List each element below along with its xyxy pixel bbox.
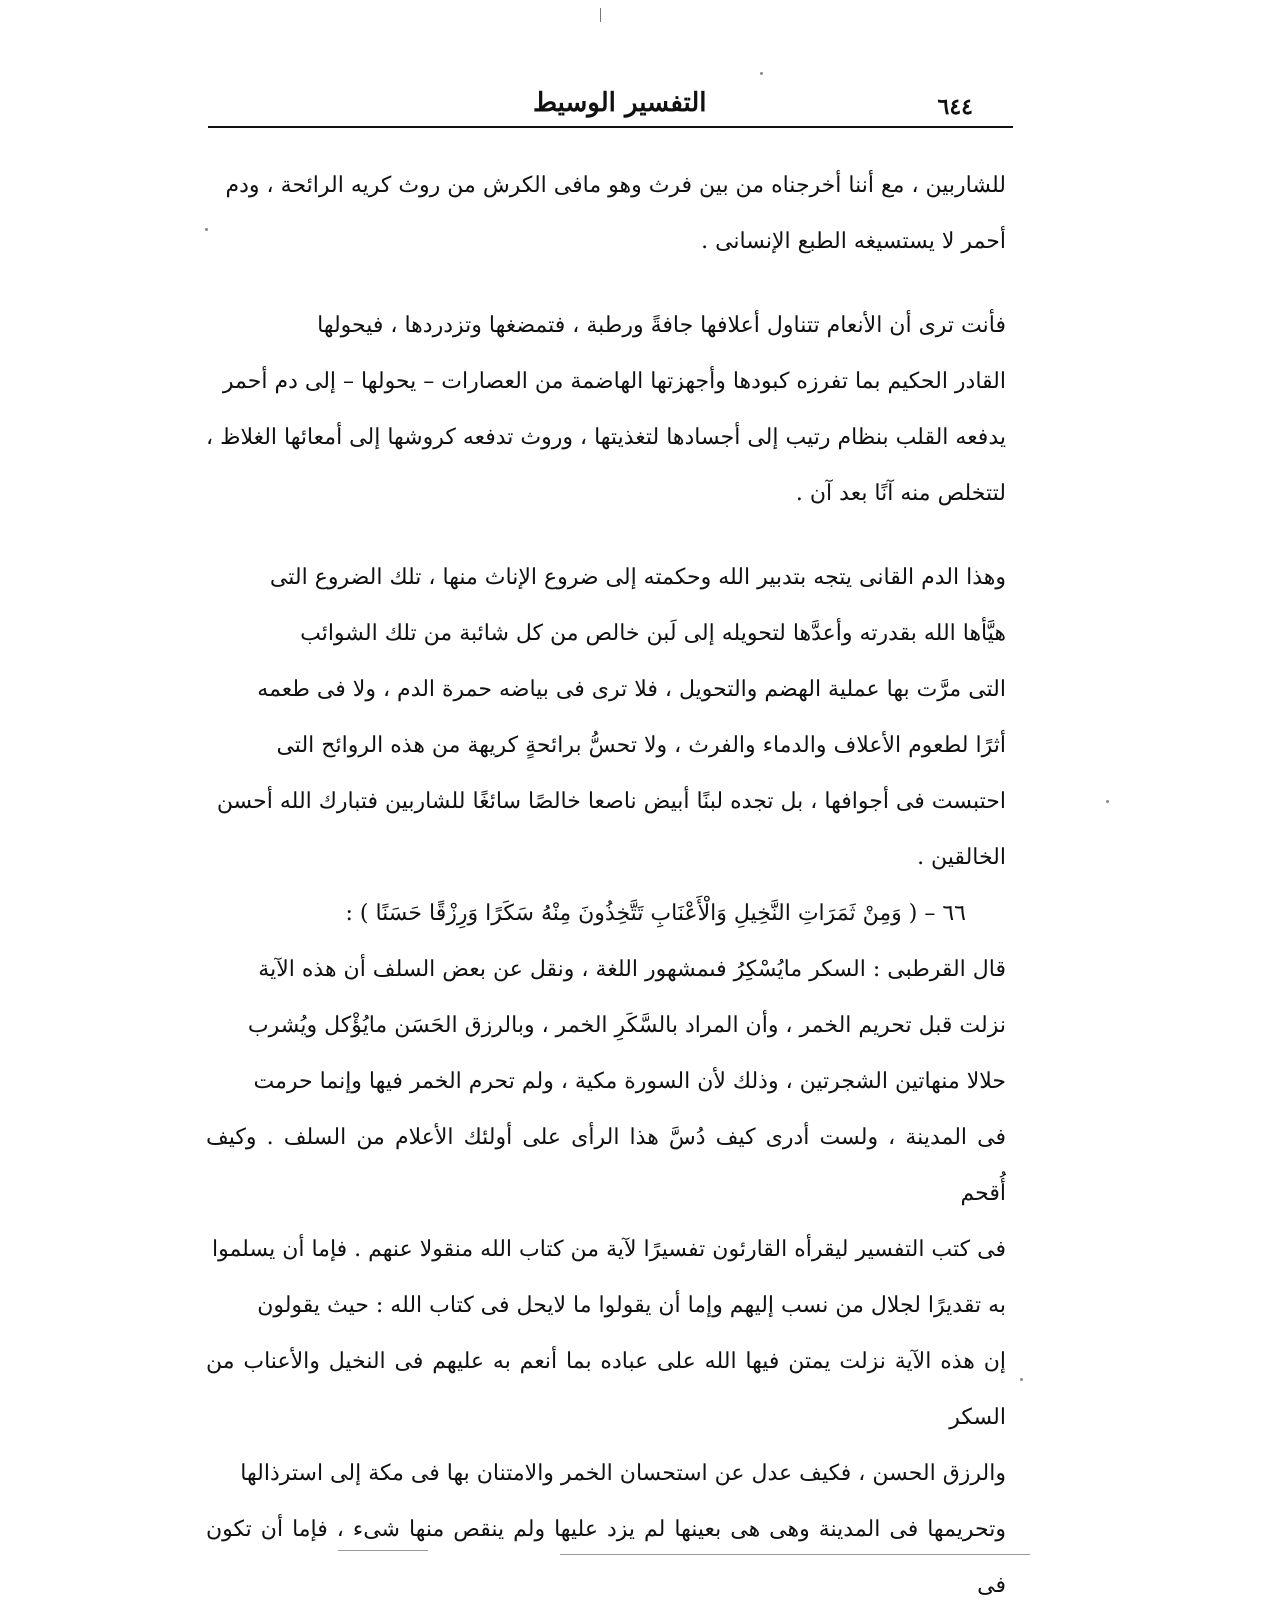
- paragraph-2: [206, 298, 1006, 522]
- header-rule: [208, 126, 1013, 128]
- text-line: نزلت قبل تحريم الخمر ، وأن المراد بالسَّكَرِ الخمر ، وبالرزق الحَسَن مايُؤْكل ويُشرب: [247, 1013, 1006, 1038]
- text-line: قال القرطبى : السكر مايُسْكِرُ فىمشهور اللغة ، ونقل عن بعض السلف أن هذه الآية: [258, 957, 1006, 982]
- paragraph-3: [206, 550, 1006, 886]
- footer-rule: [338, 1550, 428, 1551]
- text-line: يدفعه القلب بنظام رتيب إلى أجسادها لتغذيتها ، وروث تدفعه كروشها إلى أمعائها الغلاظ ،: [206, 425, 1006, 450]
- text-line: فأنت ترى أن الأنعام تتناول أعلافها جافةً ورطبة ، فتمضغها وتزدردها ، فيحولها: [317, 313, 1006, 338]
- text-line: فى المدينة ، ولست أدرى كيف دُسَّ هذا الرأى على أولئك الأعلام من السلف . وكيف أُقحم: [206, 1125, 1006, 1206]
- text-line: وهذا الدم القانى يتجه بتدبير الله وحكمته إلى ضروع الإناث منها ، تلك الضروع التى: [269, 565, 1006, 590]
- page-header: [208, 80, 1013, 128]
- text-line: القادر الحكيم بما تفرزه كبودها وأجهزتها الهاضمة من العصارات – يحولها – إلى دم أحمر: [222, 369, 1006, 394]
- commentary: [206, 942, 1006, 1614]
- text-line: وتحريمها فى المدينة وهى هى بعينها لم يزد عليها ولم ينقص منها شىء ، فإما أن تكون فى: [206, 1517, 1006, 1598]
- body-text: [206, 158, 1006, 1614]
- text-line: والرزق الحسن ، فكيف عدل عن استحسان الخمر والامتنان بها فى مكة إلى استرذالها: [240, 1461, 1006, 1486]
- running-title: التفسير الوسيط: [533, 88, 707, 118]
- text-line: للشاربين ، مع أننا أخرجناه من بين فرث وهو مافى الكرش من روث كريه الرائحة ، ودم: [225, 173, 1006, 198]
- paragraph-1: [206, 158, 1006, 270]
- text-line: لتتخلص منه آنًا بعد آن .: [795, 481, 1006, 506]
- text-line: فى كتب التفسير ليقرأه القارئون تفسيرًا لآية من كتاب الله منقولا عنهم . فإما أن يسلموا: [211, 1237, 1006, 1262]
- text-line: هيَّأها الله بقدرته وأعدَّها لتحويله إلى لَبن خالص من كل شائبة من تلك الشوائب: [300, 621, 1006, 646]
- text-line: احتبست فى أجوافها ، بل تجده لبنًا أبيض ناصعا خالصًا سائغًا للشاربين فتبارك الله أحسن: [216, 789, 1006, 814]
- text-line: حلالا منهاتين الشجرتين ، وذلك لأن السورة مكية ، ولم تحرم الخمر فيها وإنما حرمت: [253, 1069, 1006, 1094]
- text-line: إن هذه الآية نزلت يمتن فيها الله على عباده بما أنعم به عليهم فى النخيل والأعناب من السكر: [206, 1349, 1006, 1430]
- text-line: أحمر لا يستسيغه الطبع الإنسانى .: [701, 229, 1006, 254]
- scan-speck: [1106, 800, 1109, 803]
- footer-rule: [560, 1554, 1030, 1555]
- text-line: أثرًا لطعوم الأعلاف والدماء والفرث ، ولا تحسُّ برائحةٍ كريهة من هذه الروائح التى: [276, 733, 1006, 758]
- verse-heading: ٦٦ – ( وَمِنْ ثَمَرَاتِ النَّخِيلِ وَالْأَعْنَابِ تَتَّخِذُونَ مِنْهُ سَكَرًا وَرِزْقًا حَسَنًا ) :: [345, 901, 966, 926]
- scan-speck: [205, 228, 208, 231]
- scan-mark: [600, 8, 601, 22]
- scan-speck: [1020, 1378, 1023, 1381]
- text-line: به تقديرًا لجلال من نسب إليهم وإما أن يقولوا ما لايحل فى كتاب الله : حيث يقولون: [257, 1293, 1006, 1318]
- page-number: ٦٤٤: [937, 94, 973, 120]
- text-line: الخالقين .: [917, 845, 1006, 870]
- text-line: التى مرَّت بها عملية الهضم والتحويل ، فلا ترى فى بياضه حمرة الدم ، ولا فى طعمه: [257, 677, 1006, 702]
- scan-speck: [760, 72, 763, 75]
